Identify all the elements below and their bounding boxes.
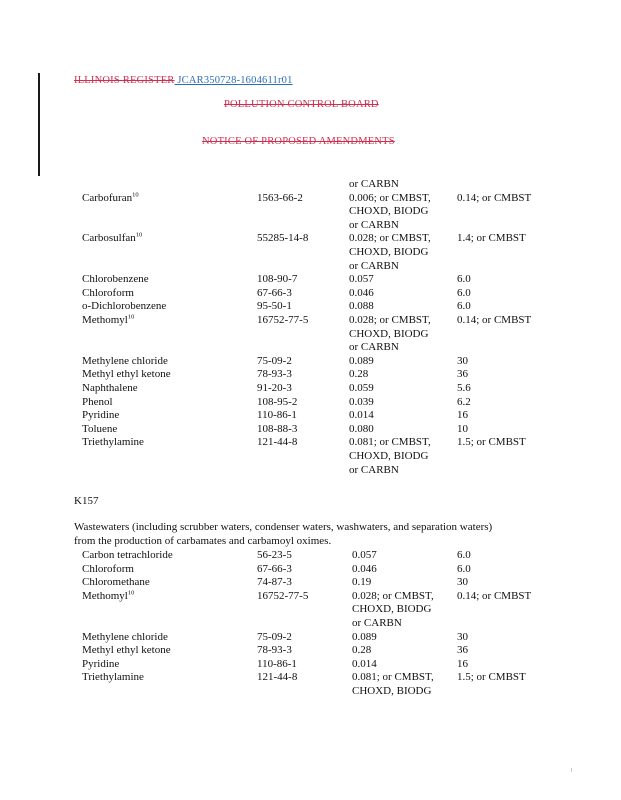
cas-number [257, 630, 292, 644]
nonwastewater-standard-text: 5.6 [457, 382, 471, 394]
notice-header [202, 136, 395, 147]
constituent-name [82, 272, 149, 286]
wastewater-standard-text: CHOXD, BIODG [349, 246, 429, 258]
cas-number-text: 16752-77-5 [257, 314, 309, 326]
constituent-name-text: Phenol [82, 395, 113, 408]
cas-number-text: 95-50-1 [257, 300, 292, 313]
constituent-name-text: Chloroform [82, 286, 134, 299]
wastewater-standard [349, 313, 431, 327]
wastewater-standard-text: or CARBN [349, 463, 399, 476]
wastewater-standard-text: 0.014 [352, 657, 377, 670]
wastewater-standard [349, 191, 431, 205]
nonwastewater-standard [457, 272, 471, 286]
cas-number [257, 422, 297, 436]
nonwastewater-standard-text: 1.4; or CMBST [457, 232, 526, 245]
constituent-name [82, 395, 113, 409]
nonwastewater-standard [457, 354, 468, 368]
nonwastewater-standard-text: 16 [457, 657, 468, 670]
constituent-name [82, 191, 139, 205]
nonwastewater-standard-text: 30 [457, 354, 468, 367]
cas-number [257, 670, 297, 684]
cas-number-text: 56-23-5 [257, 549, 292, 561]
wastewater-standard [352, 657, 377, 671]
revision-change-bar [38, 73, 40, 176]
nonwastewater-standard-text: 6.2 [457, 395, 471, 408]
nonwastewater-standard [457, 435, 526, 449]
nonwastewater-standard [457, 548, 471, 562]
wastewater-standard [352, 684, 431, 698]
cas-number [257, 395, 297, 409]
wastewater-standard-text: 0.046 [352, 562, 377, 575]
wastewater-standard [349, 299, 374, 313]
constituent-name [82, 562, 134, 576]
nonwastewater-standard [457, 231, 526, 245]
constituent-name [82, 231, 142, 245]
wastewater-standard [349, 259, 399, 273]
constituent-name [82, 408, 119, 422]
cas-number [257, 381, 292, 395]
wastewater-standard-text: 0.014 [349, 409, 374, 422]
wastewater-standard-text: 0.057 [349, 273, 374, 286]
constituent-name-text: Carbofuran [82, 191, 133, 204]
cas-number [257, 286, 292, 300]
cas-number-text: 108-88-3 [257, 422, 298, 435]
wastewater-standard-text: CHOXD, BIODG [349, 450, 429, 462]
wastewater-standard [349, 286, 374, 300]
cas-number-text: 91-20-3 [257, 382, 292, 394]
constituent-name [82, 422, 117, 436]
nonwastewater-standard [457, 670, 526, 684]
constituent-name-text: Methylene chloride [82, 630, 168, 643]
wastewater-standard-text: or CARBN [349, 341, 399, 354]
wastewater-standard [349, 204, 428, 218]
constituent-name [82, 381, 138, 395]
wastewater-standard-text: 0.089 [352, 630, 377, 643]
constituent-name-text: Carbosulfan [82, 232, 136, 245]
cas-number-text: 74-87-3 [257, 576, 292, 589]
constituent-name [82, 299, 166, 313]
wastewater-standard [352, 562, 377, 576]
nonwastewater-standard-text: 16 [457, 409, 468, 422]
wastewater-standard-text: CHOXD, BIODG [349, 205, 429, 218]
nonwastewater-standard [457, 408, 468, 422]
wastewater-standard [349, 177, 399, 191]
wastewater-standard [349, 422, 374, 436]
wastewater-standard-text: 0.028; or CMBST, [349, 314, 431, 326]
register-deleted-text: ILLINOIS REGISTER [74, 75, 175, 86]
wastewater-standard-text: 0.057 [352, 549, 377, 561]
constituent-name-text: Toluene [82, 422, 118, 435]
constituent-name [82, 575, 150, 589]
nonwastewater-standard [457, 575, 468, 589]
cas-number-text: 110-86-1 [257, 409, 297, 422]
wastewater-standard-text: CHOXD, BIODG [352, 603, 432, 616]
register-inserted-text: JCAR350728-1604611r01 [174, 75, 293, 86]
nonwastewater-standard [457, 367, 468, 381]
nonwastewater-standard-text: 0.14; or CMBST [457, 314, 532, 326]
cas-number-text: 78-93-3 [257, 368, 292, 381]
nonwastewater-standard-text: 30 [457, 576, 468, 589]
wastewater-standard [349, 272, 374, 286]
nonwastewater-standard [457, 191, 531, 205]
wastewater-standard-text: 0.28 [352, 644, 372, 657]
wastewater-standard [349, 327, 428, 341]
wastewater-standard-text: or CARBN [352, 617, 402, 629]
nonwastewater-standard [457, 286, 471, 300]
wastewater-standard [349, 381, 374, 395]
nonwastewater-standard-text: 6.0 [457, 300, 471, 313]
wastewater-standard [349, 340, 399, 354]
cas-number-text: 108-90-7 [257, 273, 298, 286]
nonwastewater-standard-text: 30 [457, 630, 468, 643]
wastewater-standard-text: 0.19 [352, 576, 372, 589]
constituent-name-text: Methyl ethyl ketone [82, 644, 171, 657]
wastewater-standard [349, 231, 431, 245]
constituent-name-text: Methyl ethyl ketone [82, 368, 171, 381]
constituent-name-text: Methomyl [82, 589, 128, 602]
constituent-name [82, 589, 134, 603]
constituent-name-text: Chloromethane [82, 576, 150, 589]
section-title-k157: K157 [74, 495, 99, 507]
constituent-name [82, 670, 144, 684]
wastewater-standard-text: 0.088 [349, 300, 374, 313]
cas-number-text: 67-66-3 [257, 562, 292, 575]
constituent-name-text: Pyridine [82, 657, 120, 670]
constituent-name [82, 643, 171, 657]
cas-number [257, 575, 292, 589]
wastewater-standard [352, 616, 402, 630]
cas-number [257, 435, 297, 449]
cas-number [257, 354, 292, 368]
nonwastewater-standard-text: 6.0 [457, 286, 471, 299]
wastewater-standard-text: 0.059 [349, 382, 374, 394]
wastewater-standard-text: 0.028; or CMBST, [352, 589, 434, 602]
wastewater-standard [349, 463, 399, 477]
cas-number [257, 191, 303, 205]
constituent-name [82, 354, 168, 368]
wastewater-standard-text: 0.080 [349, 422, 374, 435]
wastewater-standard [349, 408, 374, 422]
cas-number [257, 562, 292, 576]
wastewater-standard-text: 0.028; or CMBST, [349, 232, 431, 245]
nonwastewater-standard [457, 395, 471, 409]
constituent-name-text: Chlorobenzene [82, 273, 149, 286]
cas-number [257, 367, 292, 381]
cas-number-text: 78-93-3 [257, 644, 292, 657]
nonwastewater-standard [457, 313, 531, 327]
wastewater-standard [352, 643, 371, 657]
wastewater-standard-text: 0.28 [349, 368, 369, 381]
constituent-name [82, 313, 134, 327]
constituent-name [82, 630, 168, 644]
footnote-ref: 10 [127, 589, 135, 597]
wastewater-standard [352, 630, 377, 644]
nonwastewater-standard-text: 1.5; or CMBST [457, 436, 526, 449]
nonwastewater-standard-text: 0.14; or CMBST [457, 191, 532, 204]
nonwastewater-standard-text: 36 [457, 644, 468, 657]
nonwastewater-standard-text: 1.5; or CMBST [457, 671, 526, 684]
nonwastewater-standard [457, 657, 468, 671]
cas-number [257, 408, 297, 422]
cas-number [257, 313, 308, 327]
constituent-name-text: Methylene chloride [82, 354, 168, 367]
wastewater-standard-text: 0.089 [349, 354, 374, 367]
nonwastewater-standard-text: 6.0 [457, 549, 471, 561]
cas-number-text: 75-09-2 [257, 630, 292, 643]
cas-number-text: 75-09-2 [257, 354, 292, 367]
wastewater-standard-text: or CARBN [349, 259, 399, 272]
cas-number [257, 272, 297, 286]
wastewater-standard-text: 0.081; or CMBST, [352, 671, 434, 684]
constituent-name [82, 548, 173, 562]
cas-number [257, 231, 308, 245]
constituent-name-text: Chloroform [82, 562, 134, 575]
footnote-ref: 10 [132, 190, 139, 198]
nonwastewater-standard [457, 562, 471, 576]
cas-number-text: 121-44-8 [257, 436, 298, 449]
board-deleted-text: POLLUTION CONTROL BOARD [224, 99, 379, 110]
wastewater-standard-text: 0.039 [349, 395, 374, 408]
cas-number-text: 110-86-1 [257, 657, 297, 670]
constituent-name-text: Carbon tetrachloride [82, 549, 173, 561]
cas-number-text: 55285-14-8 [257, 232, 309, 245]
constituent-name-text: Methomyl [82, 314, 128, 326]
wastewater-standard [349, 354, 374, 368]
wastewater-standard [349, 367, 368, 381]
wastewater-standard [349, 245, 428, 259]
wastewater-standard [352, 670, 434, 684]
cas-number-text: 16752-77-5 [257, 589, 309, 602]
board-header [224, 99, 379, 110]
cas-number [257, 299, 292, 313]
nonwastewater-standard-text: 0.14; or CMBST [457, 589, 532, 602]
wastewater-standard-text: or CARBN [349, 178, 399, 190]
wastewater-standard [352, 602, 431, 616]
wastewater-standard-text: CHOXD, BIODG [352, 685, 432, 697]
wastewater-standard [349, 435, 431, 449]
cas-number [257, 643, 292, 657]
cas-number [257, 657, 297, 671]
nonwastewater-standard [457, 381, 471, 395]
wastewater-standard-text: or CARBN [349, 218, 399, 231]
wastewater-standard [349, 395, 374, 409]
wastewater-standard-text: 0.081; or CMBST, [349, 436, 431, 449]
nonwastewater-standard [457, 299, 471, 313]
cas-number-text: 67-66-3 [257, 286, 292, 299]
section-description-line-1: Wastewaters (including scrubber waters, condenser waters, washwaters, and separation waters) [74, 521, 493, 533]
constituent-name-text: Naphthalene [82, 382, 138, 394]
constituent-name [82, 367, 171, 381]
footnote-ref: 10 [135, 231, 143, 239]
footnote-ref: 10 [127, 313, 135, 321]
constituent-name-text: Pyridine [82, 409, 120, 422]
scan-mark [571, 768, 572, 772]
nonwastewater-standard [457, 630, 468, 644]
cas-number [257, 548, 292, 562]
wastewater-standard [349, 449, 428, 463]
nonwastewater-standard [457, 589, 531, 603]
wastewater-standard [352, 575, 371, 589]
nonwastewater-standard-text: 6.0 [457, 562, 471, 575]
wastewater-standard-text: 0.006; or CMBST, [349, 191, 431, 204]
wastewater-standard [349, 218, 399, 232]
nonwastewater-standard [457, 643, 468, 657]
cas-number-text: 1563-66-2 [257, 191, 303, 204]
nonwastewater-standard-text: 10 [457, 422, 468, 435]
nonwastewater-standard-text: 6.0 [457, 273, 471, 286]
constituent-name [82, 286, 134, 300]
wastewater-standard [352, 548, 377, 562]
constituent-name-text: Triethylamine [82, 436, 144, 449]
wastewater-standard-text: CHOXD, BIODG [349, 327, 429, 340]
cas-number-text: 121-44-8 [257, 671, 298, 684]
notice-deleted-text: NOTICE OF PROPOSED AMENDMENTS [202, 136, 395, 147]
nonwastewater-standard-text: 36 [457, 368, 468, 381]
cas-number [257, 589, 308, 603]
constituent-name [82, 435, 144, 449]
constituent-name [82, 657, 119, 671]
wastewater-standard [352, 589, 434, 603]
cas-number-text: 108-95-2 [257, 395, 298, 408]
constituent-name-text: Triethylamine [82, 671, 144, 684]
constituent-name-text: o-Dichlorobenzene [82, 300, 167, 313]
nonwastewater-standard [457, 422, 468, 436]
wastewater-standard-text: 0.046 [349, 286, 374, 299]
register-header [74, 75, 293, 86]
section-description-line-2: from the production of carbamates and carbamoyl oximes. [74, 535, 332, 547]
